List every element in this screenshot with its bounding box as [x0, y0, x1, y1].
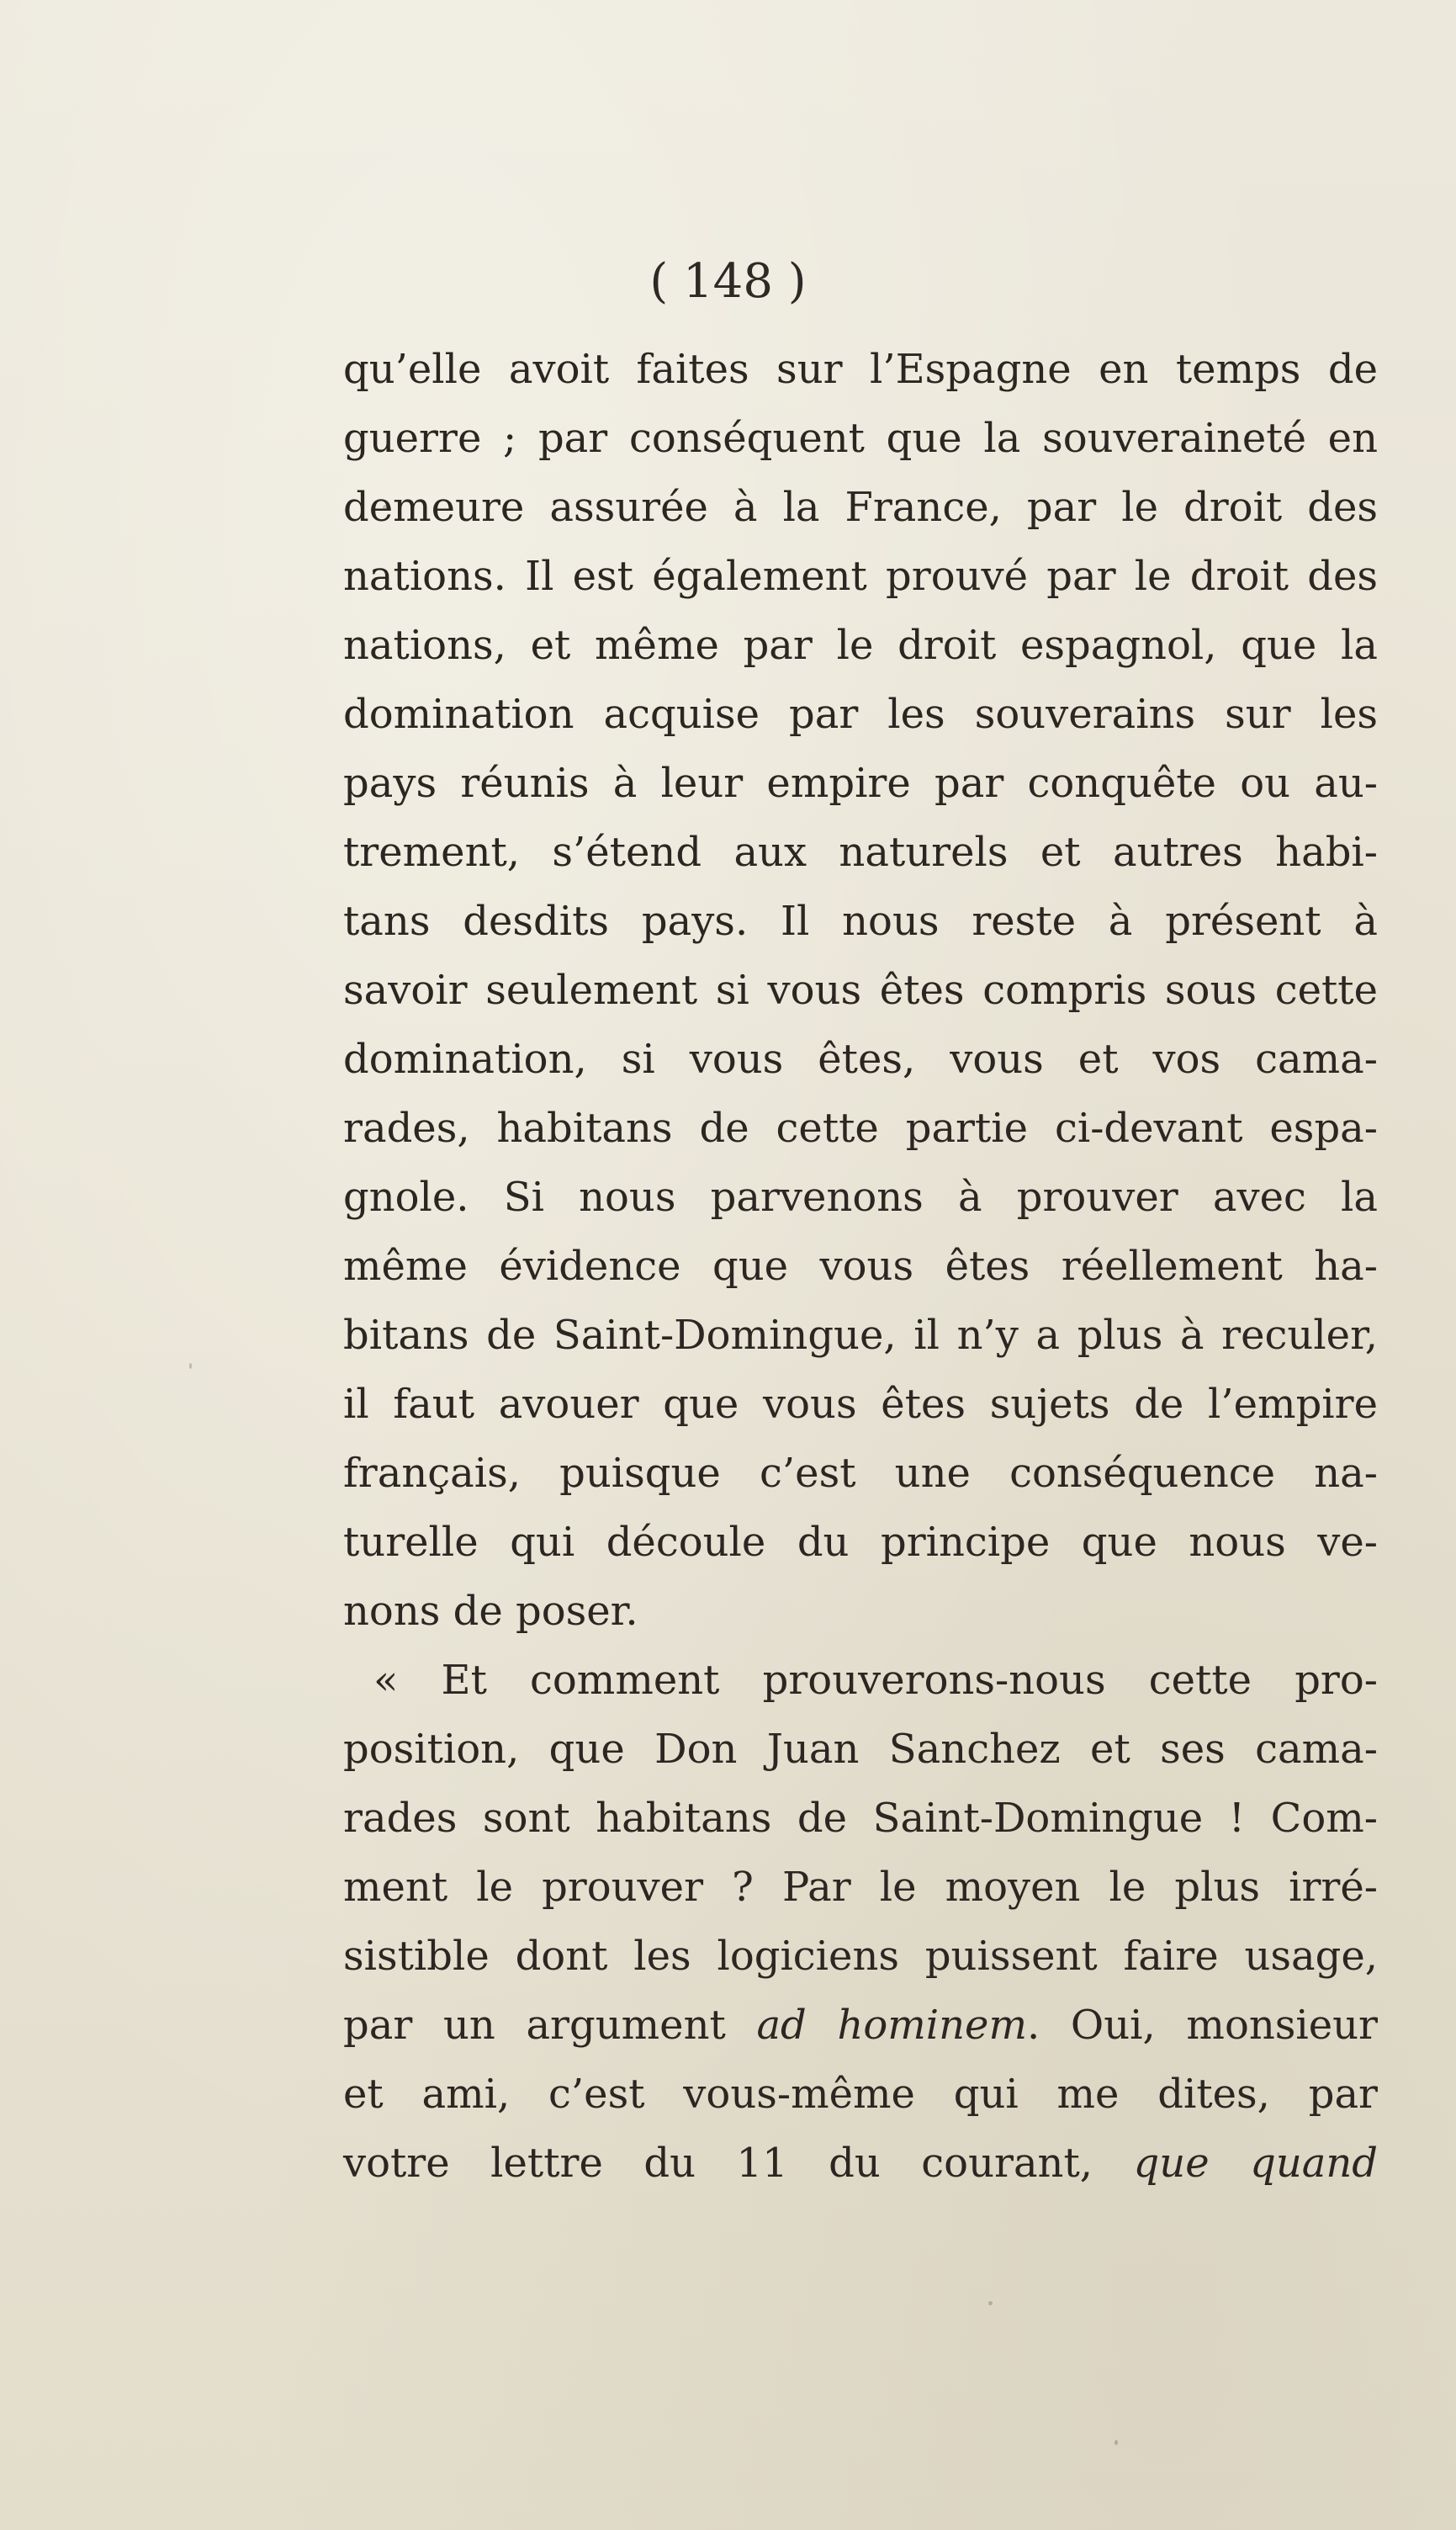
paper-spot [988, 2301, 993, 2305]
text-line [343, 1508, 1378, 1577]
line-text: nons de poser. [343, 1588, 638, 1635]
text-line [343, 1025, 1378, 1094]
line-text: « Et comment prouverons-nous cette pro- [373, 1657, 1378, 1704]
text-line [343, 1163, 1378, 1232]
text-line [343, 818, 1378, 887]
line-text: guerre ; par conséquent que la souveraineté en [343, 415, 1378, 462]
line-text: domination, si vous êtes, vous et vos cama- [343, 1036, 1378, 1083]
text-line [343, 1370, 1378, 1439]
text-line [343, 1301, 1378, 1370]
text-line [343, 542, 1378, 611]
line-text: turelle qui découle du principe que nous ve- [343, 1519, 1378, 1566]
line-text: trement, s’étend aux naturels et autres habi- [343, 829, 1378, 876]
italic-text: ad hominem [756, 2002, 1027, 2049]
text-line [343, 2129, 1378, 2198]
text-line [343, 404, 1378, 473]
line-text: nations, et même par le droit espagnol, que la [343, 622, 1378, 669]
line-text: demeure assurée à la France, par le droit des [343, 484, 1378, 531]
text-line [343, 1646, 1378, 1715]
line-text: rades, habitans de cette partie ci-devant espa- [343, 1105, 1378, 1152]
line-text: par un argument [343, 2002, 757, 2049]
text-line [343, 1094, 1378, 1163]
line-text: pays réunis à leur empire par conquête ou au- [343, 760, 1378, 807]
body-text [343, 335, 1378, 2198]
text-line [343, 1715, 1378, 1784]
line-text: bitans de Saint-Domingue, il n’y a plus à reculer, [343, 1312, 1378, 1359]
line-text: . Oui, monsieur [1026, 2002, 1379, 2049]
text-line [343, 1853, 1378, 1922]
line-text: rades sont habitans de Saint-Domingue ! Com- [343, 1795, 1378, 1842]
line-text: domination acquise par les souverains sur les [343, 691, 1378, 738]
text-line [343, 335, 1378, 404]
line-text: et ami, c’est vous-même qui me dites, par [343, 2071, 1378, 2118]
line-text: nations. Il est également prouvé par le droit des [343, 553, 1378, 600]
paper-spot [189, 1363, 192, 1369]
paper-spot [1115, 2440, 1118, 2445]
text-line [343, 1439, 1378, 1508]
text-line [343, 956, 1378, 1025]
line-text: qu’elle avoit faites sur l’Espagne en temps de [343, 346, 1378, 393]
text-line [343, 749, 1378, 818]
text-line [343, 1577, 1378, 1646]
text-line [343, 2060, 1378, 2129]
line-text: même évidence que vous êtes réellement ha- [343, 1243, 1378, 1290]
line-text: position, que Don Juan Sanchez et ses cama- [343, 1726, 1378, 1773]
text-line [343, 1784, 1378, 1853]
text-line [343, 473, 1378, 542]
text-line [343, 1991, 1378, 2060]
line-text: tans desdits pays. Il nous reste à présent à [343, 898, 1378, 945]
text-line [343, 1922, 1378, 1991]
line-text: gnole. Si nous parvenons à prouver avec la [343, 1174, 1378, 1221]
line-text: français, puisque c’est une conséquence na- [343, 1450, 1378, 1497]
text-line [343, 887, 1378, 956]
line-text: votre lettre du 11 du courant, [343, 2140, 1134, 2187]
line-text: ment le prouver ? Par le moyen le plus irré- [343, 1864, 1378, 1911]
line-text: savoir seulement si vous êtes compris sous cette [343, 967, 1378, 1014]
text-line [343, 680, 1378, 749]
italic-text: que quand [1133, 2140, 1379, 2187]
line-text: il faut avouer que vous êtes sujets de l’empire [343, 1381, 1378, 1428]
text-line [343, 611, 1378, 680]
line-text: sistible dont les logiciens puissent faire usage, [343, 1933, 1378, 1980]
text-line [343, 1232, 1378, 1301]
page-number: ( 148 ) [649, 254, 807, 309]
